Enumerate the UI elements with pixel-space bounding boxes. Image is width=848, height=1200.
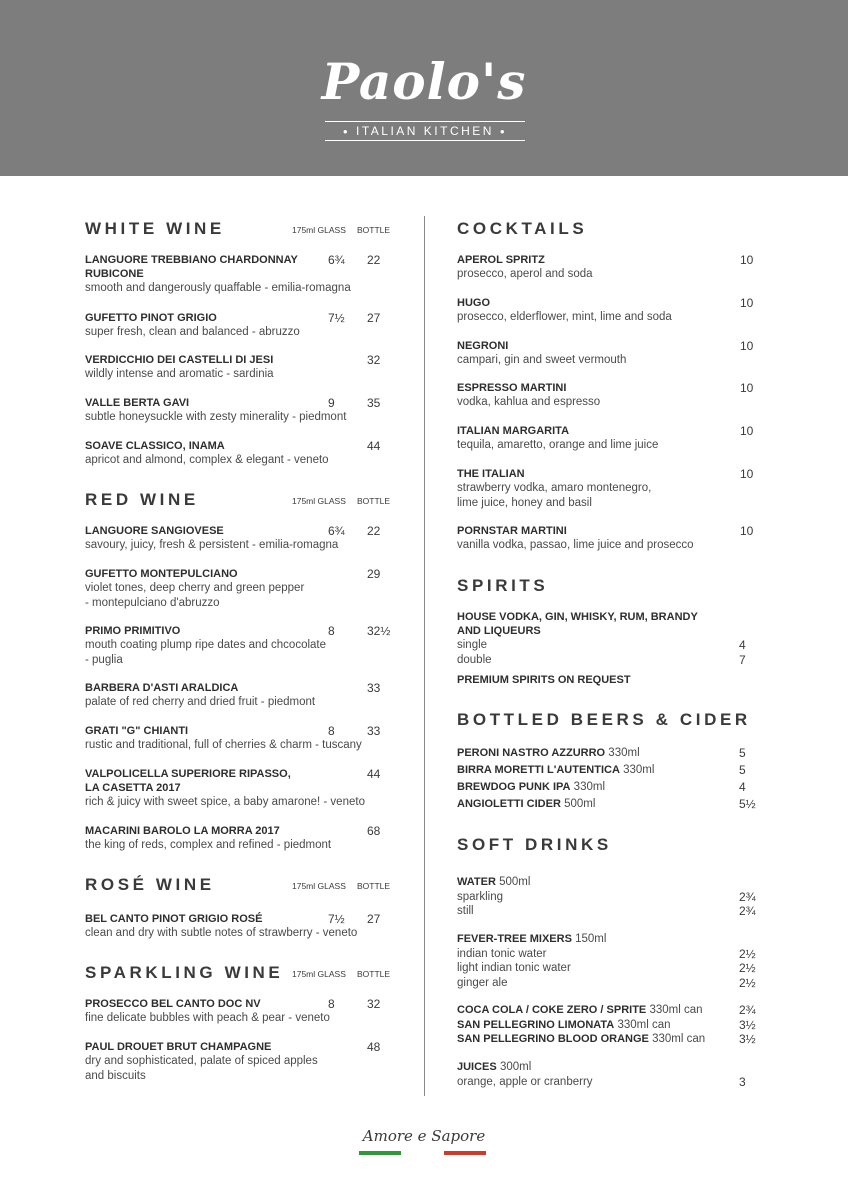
glass-price: 6¾ [328, 524, 345, 538]
item-description: smooth and dangerously quaffable - emilia-romagna [85, 282, 351, 294]
menu-item [85, 311, 395, 340]
item-description: savoury, juicy, fresh & persistent - emilia-romagna [85, 539, 339, 551]
item-description: vanilla vodka, passao, lime juice and prosecco [457, 539, 694, 551]
group-header [457, 875, 762, 890]
menu-item [85, 567, 395, 610]
item-description: clean and dry with subtle notes of strawberry - veneto [85, 927, 358, 939]
option-row [457, 638, 762, 653]
bottle-header: BOTTLE [357, 225, 391, 235]
option-price: 7 [739, 652, 746, 667]
item-name: COCA COLA / COKE ZERO / SPRITE [457, 1004, 647, 1016]
item-description: the king of reds, complex and refined - piedmont [85, 839, 332, 851]
item-name-line2: RUBICONE [85, 268, 144, 280]
bottle-header: BOTTLE [357, 496, 391, 506]
option-label: sparkling [457, 890, 504, 903]
item-name: BREWDOG PUNK IPA [457, 781, 571, 793]
item-name: VALPOLICELLA SUPERIORE RIPASSO, [85, 768, 291, 780]
footer-tagline: Amore e Sapore [362, 1127, 486, 1145]
item-description: strawberry vodka, amaro montenegro, [457, 482, 652, 494]
item-description: rich & juicy with sweet spice, a baby amarone! - veneto [85, 796, 365, 808]
item-price: 10 [740, 424, 754, 438]
flag-green-stripe [359, 1151, 401, 1155]
glass-header: 175ml GLASS [292, 225, 346, 235]
premium-spirits-label: PREMIUM SPIRITS ON REQUEST [457, 674, 631, 686]
bottle-price: 48 [367, 1040, 381, 1054]
menu-item [85, 353, 395, 382]
item-price: 10 [740, 467, 754, 481]
list-item [457, 1003, 762, 1018]
item-size: 330ml can [617, 1018, 671, 1031]
section-cocktails [457, 219, 762, 239]
item-name: JUICES [457, 1061, 497, 1073]
menu-item [457, 381, 762, 410]
section-soft-drinks [457, 835, 762, 855]
item-description: orange, apple or cranberry [457, 1075, 593, 1088]
item-name-line2: AND LIQUEURS [457, 625, 541, 637]
item-price: 4 [739, 780, 746, 794]
glass-price: 8 [328, 997, 335, 1011]
bottle-price: 33 [367, 724, 381, 738]
list-item [457, 780, 762, 795]
cans-group [457, 1003, 762, 1047]
item-description: fine delicate bubbles with peach & pear - veneto [85, 1012, 330, 1024]
item-description: palate of red cherry and dried fruit - piedmont [85, 696, 316, 708]
menu-item [85, 253, 395, 296]
glass-price: 8 [328, 624, 335, 638]
glass-price: 8 [328, 724, 335, 738]
section-red-wine [85, 490, 395, 510]
option-row [457, 976, 762, 991]
section-title: RED WINE [85, 490, 199, 509]
option-label: ginger ale [457, 976, 508, 989]
bottle-header: BOTTLE [357, 881, 391, 891]
section-title: BOTTLED BEERS & CIDER [457, 710, 751, 729]
item-size: 500ml [499, 876, 531, 888]
item-name: SAN PELLEGRINO BLOOD ORANGE [457, 1033, 649, 1045]
brand-subtitle-text: ITALIAN KITCHEN [356, 124, 494, 138]
option-row [457, 890, 762, 905]
section-title: COCKTAILS [457, 219, 588, 238]
item-name: HOUSE VODKA, GIN, WHISKY, RUM, BRANDY [457, 611, 698, 623]
section-spirits [457, 576, 762, 596]
item-name: VALLE BERTA GAVI [85, 397, 190, 409]
menu-item [457, 296, 762, 325]
item-name: HUGO [457, 297, 490, 309]
item-description: prosecco, aperol and soda [457, 268, 593, 280]
column-divider [424, 216, 425, 1096]
option-row [457, 653, 762, 668]
item-name: THE ITALIAN [457, 468, 525, 480]
menu-item [457, 339, 762, 368]
item-name: GRATI "G" CHIANTI [85, 725, 189, 737]
bottle-price: 32½ [367, 624, 391, 638]
item-size: 330ml [573, 781, 605, 793]
menu-item [457, 524, 762, 553]
glass-header: 175ml GLASS [292, 969, 346, 979]
option-price: 4 [739, 638, 746, 652]
item-size: 330ml [623, 764, 655, 776]
item-name: LANGUORE SANGIOVESE [85, 525, 224, 537]
item-price: 3½ [739, 1017, 756, 1032]
flag-red-stripe [444, 1151, 486, 1155]
option-label: light indian tonic water [457, 962, 571, 974]
item-description: rustic and traditional, full of cherries & charm - tuscany [85, 739, 362, 751]
item-description: subtle honeysuckle with zesty minerality - piedmont [85, 411, 347, 423]
item-name: LANGUORE TREBBIANO CHARDONNAY [85, 254, 298, 266]
item-description: mouth coating plump ripe dates and chcocolate [85, 639, 327, 651]
item-name: APEROL SPRITZ [457, 254, 545, 266]
brand-logo: Paolo's [321, 52, 527, 111]
option-price: 2½ [739, 946, 756, 961]
menu-item [85, 997, 395, 1026]
brand-subtitle [325, 121, 525, 141]
item-description: tequila, amaretto, orange and lime juice [457, 439, 659, 451]
option-price: 2½ [739, 961, 756, 975]
menu-item [85, 1040, 395, 1083]
section-title: SPIRITS [457, 576, 549, 595]
menu-item [85, 724, 395, 753]
item-name-line2: LA CASETTA 2017 [85, 782, 181, 794]
item-name: MACARINI BAROLO LA MORRA 2017 [85, 825, 280, 837]
item-price: 10 [740, 381, 754, 395]
bottle-price: 33 [367, 681, 381, 695]
item-description: dry and sophisticated, palate of spiced apples [85, 1055, 318, 1067]
bottle-price: 35 [367, 396, 381, 410]
section-bottled-beers [457, 710, 762, 730]
glass-header: 175ml GLASS [292, 881, 346, 891]
option-label: still [457, 905, 474, 917]
item-name: ITALIAN MARGARITA [457, 425, 570, 437]
item-name: VERDICCHIO DEI CASTELLI DI JESI [85, 354, 274, 366]
bottle-price: 44 [367, 439, 381, 453]
item-price: 3½ [739, 1032, 756, 1046]
bottle-price: 22 [367, 524, 381, 538]
list-item [457, 1018, 762, 1033]
glass-header: 175ml GLASS [292, 496, 346, 506]
item-price: 5 [739, 763, 746, 777]
bottle-header: BOTTLE [357, 969, 391, 979]
menu-item [457, 610, 762, 667]
water-group [457, 875, 762, 919]
bottle-price: 29 [367, 567, 381, 581]
item-name: FEVER-TREE MIXERS [457, 933, 572, 945]
item-name: NEGRONI [457, 340, 509, 352]
item-description-line2: - montepulciano d'abruzzo [85, 596, 220, 609]
list-item [457, 797, 762, 812]
glass-price: 6¾ [328, 253, 345, 267]
bullet-icon: ● [499, 127, 508, 136]
menu-item [85, 824, 395, 853]
section-rose-wine [85, 875, 395, 895]
item-name: PAUL DROUET BRUT CHAMPAGNE [85, 1041, 272, 1053]
item-description: campari, gin and sweet vermouth [457, 354, 627, 366]
premium-note [457, 673, 762, 687]
item-price: 10 [740, 524, 754, 538]
option-row [457, 904, 762, 919]
item-name: PERONI NASTRO AZZURRO [457, 747, 606, 759]
list-item [457, 763, 762, 778]
item-name: GUFETTO PINOT GRIGIO [85, 312, 217, 324]
menu-item [85, 767, 395, 810]
item-size: 150ml [575, 933, 607, 945]
item-description: apricot and almond, complex & elegant - veneto [85, 454, 329, 466]
juices-group [457, 1060, 762, 1089]
item-price: 3 [739, 1074, 746, 1089]
menu-item [457, 424, 762, 453]
item-name: PRIMO PRIMITIVO [85, 625, 181, 637]
bottle-price: 32 [367, 353, 381, 367]
menu-item [85, 396, 395, 425]
option-price: 2½ [739, 975, 756, 990]
section-sparkling-wine [85, 963, 395, 983]
item-name: PORNSTAR MARTINI [457, 525, 567, 537]
item-name: BARBERA D'ASTI ARALDICA [85, 682, 239, 694]
menu-item [85, 624, 395, 667]
item-name: PROSECCO BEL CANTO DOC NV [85, 998, 261, 1010]
option-label: single [457, 639, 488, 651]
item-description: violet tones, deep cherry and green pepper [85, 582, 305, 594]
bullet-icon: ● [342, 127, 351, 136]
section-title: SOFT DRINKS [457, 835, 612, 854]
header-banner [0, 0, 848, 176]
item-size: 330ml can [652, 1033, 706, 1045]
item-name: ESPRESSO MARTINI [457, 382, 567, 394]
option-row [457, 1075, 762, 1090]
option-label: double [457, 653, 492, 666]
bottle-price: 32 [367, 997, 381, 1011]
item-description: vodka, kahlua and espresso [457, 396, 601, 408]
menu-item [85, 439, 395, 468]
item-size: 330ml [608, 747, 640, 759]
option-label: indian tonic water [457, 947, 547, 960]
bottle-price: 68 [367, 824, 381, 838]
glass-price: 7½ [328, 912, 345, 926]
item-name: BIRRA MORETTI L'AUTENTICA [457, 764, 620, 776]
item-name: SOAVE CLASSICO, INAMA [85, 440, 225, 452]
section-white-wine [85, 219, 395, 239]
item-description: wildly intense and aromatic - sardinia [85, 368, 274, 380]
item-description: prosecco, elderflower, mint, lime and soda [457, 311, 672, 323]
group-header [457, 1060, 762, 1075]
option-row [457, 961, 762, 976]
item-description-line2: and biscuits [85, 1069, 146, 1082]
item-name: ANGIOLETTI CIDER [457, 798, 561, 810]
item-name: SAN PELLEGRINO LIMONATA [457, 1018, 615, 1031]
menu-item [85, 524, 395, 553]
item-price: 10 [740, 296, 754, 310]
section-title: ROSÉ WINE [85, 875, 215, 894]
option-price: 2¾ [739, 889, 756, 904]
item-description-line2: - puglia [85, 653, 123, 666]
bottle-price: 27 [367, 912, 381, 926]
item-name: WATER [457, 876, 496, 888]
option-price: 2¾ [739, 904, 756, 918]
item-description-line2: lime juice, honey and basil [457, 496, 592, 509]
glass-price: 7½ [328, 311, 345, 325]
item-price: 2¾ [739, 1003, 756, 1017]
menu-item [457, 467, 762, 510]
group-header [457, 932, 762, 947]
option-row [457, 947, 762, 962]
menu-item [85, 912, 395, 941]
list-item [457, 746, 762, 761]
item-description: super fresh, clean and balanced - abruzzo [85, 326, 300, 338]
item-price: 5½ [739, 797, 756, 811]
list-item [457, 1032, 762, 1047]
bottle-price: 27 [367, 311, 381, 325]
menu-item [85, 681, 395, 710]
mixers-group [457, 932, 762, 990]
item-price: 5 [739, 746, 746, 760]
item-name: GUFETTO MONTEPULCIANO [85, 568, 238, 580]
item-price: 10 [740, 253, 754, 267]
item-size: 330ml can [649, 1004, 703, 1016]
section-title: SPARKLING WINE [85, 963, 284, 982]
glass-price: 9 [328, 396, 335, 410]
section-title: WHITE WINE [85, 219, 225, 238]
item-size: 300ml [499, 1061, 532, 1073]
item-size: 500ml [564, 798, 596, 810]
menu-item [457, 253, 762, 282]
item-name: BEL CANTO PINOT GRIGIO ROSÉ [85, 913, 263, 925]
item-price: 10 [740, 339, 754, 353]
bottle-price: 44 [367, 767, 381, 781]
beer-list [457, 746, 762, 812]
bottle-price: 22 [367, 253, 381, 267]
